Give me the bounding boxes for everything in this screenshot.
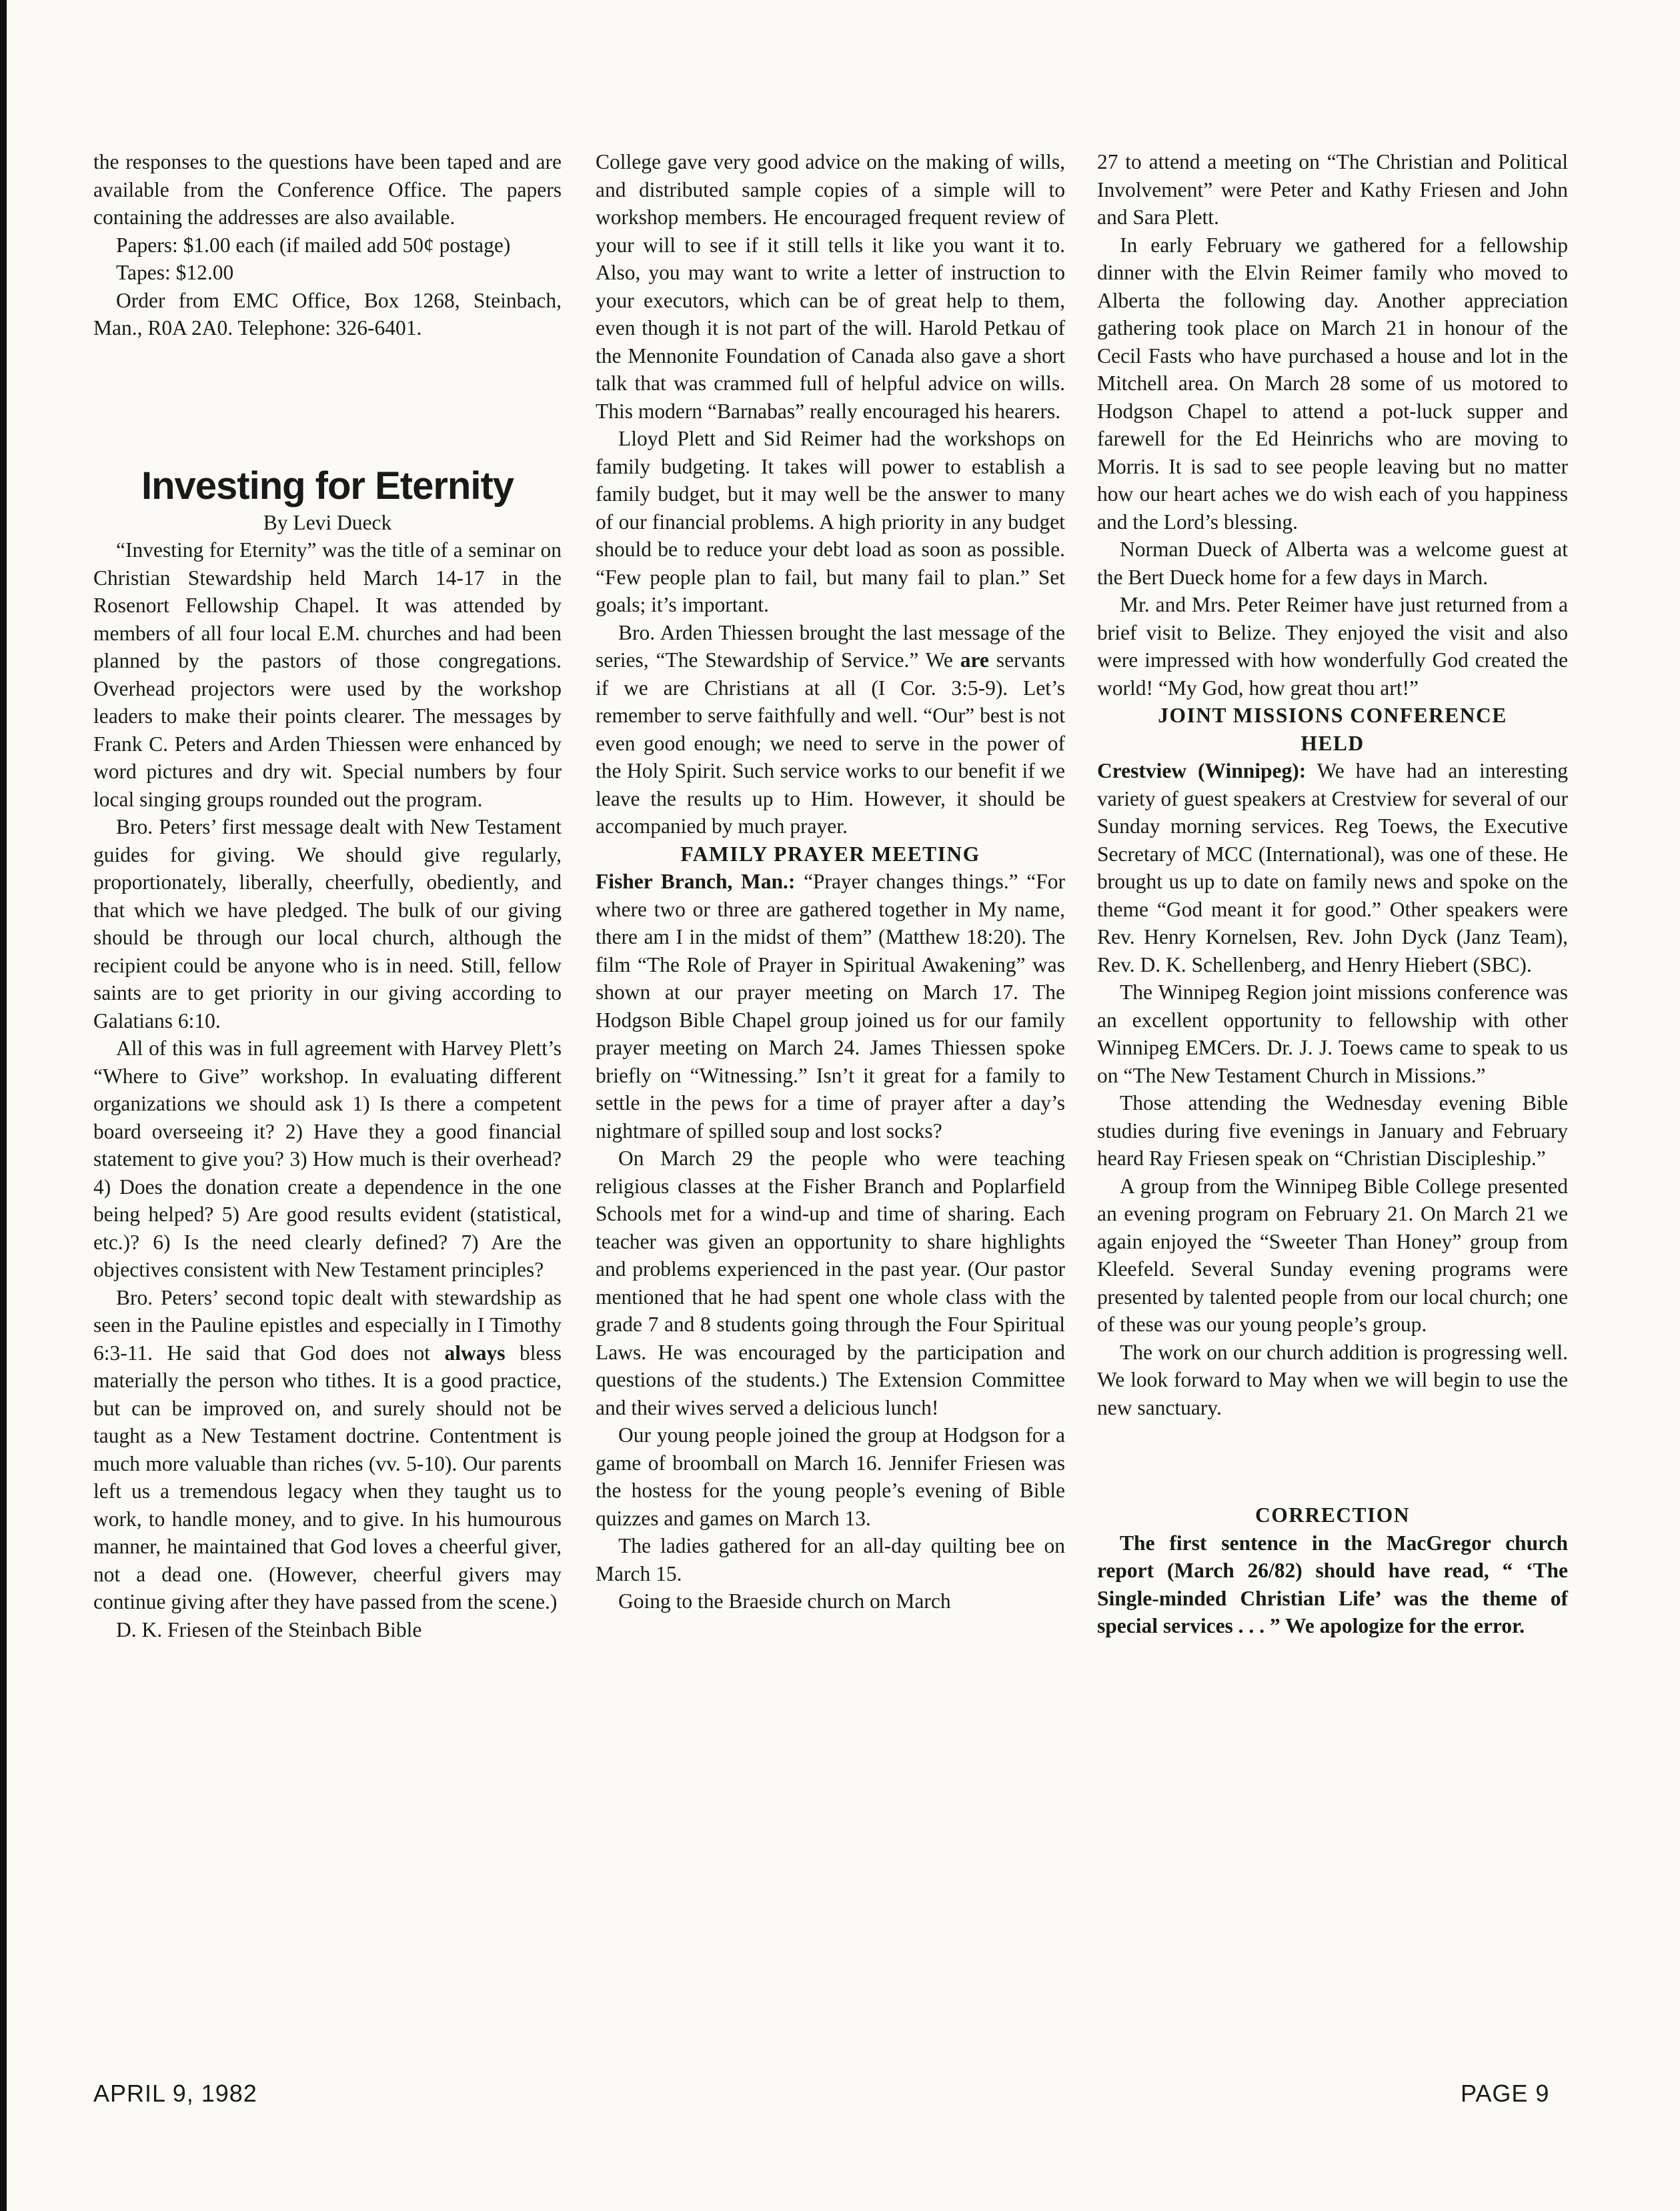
- heading-line: JOINT MISSIONS CONFERENCE: [1158, 704, 1507, 727]
- column-3: [1097, 148, 1568, 1640]
- paragraph: Mr. and Mrs. Peter Reimer have just returned from a brief visit to Belize. They enjoyed the visit and also were impressed with how wonderfully God created the world! “My God, how great thou art!”: [1097, 593, 1568, 700]
- paragraph: The ladies gathered for an all-day quilting bee on March 15.: [596, 1534, 1065, 1585]
- emphasis: always: [444, 1341, 506, 1365]
- text-run: Bro. Peters’ second topic dealt with stewardship as seen in the Pauline epistles and especially in I Timothy 6:3-11. He said that God does not: [93, 1285, 562, 1365]
- paragraph: [596, 868, 1065, 1145]
- text-run: bless materially the person who tithes. It is a good practice, but can be improved on, and surely should not be taught as a New Testament doctrine. Contentment is much more valuable than riches (vv. 5-10). Our parents left us a tremendous legacy when they taught us to work, to handle money, and to give. In his humourous manner, he maintained that God loves a cheerful giver, not a dead one. (However, cheerful givers may continue giving after they have passed from the scene.): [93, 1341, 562, 1613]
- paragraph: “Investing for Eternity” was the title of a seminar on Christian Stewardship held March 14-17 in the Rosenort Fellowship Chapel. It was attended by members of all four local E.M. churches and had been planned by the pastors of those congregations. Overhead projectors were used by the workshop leaders to make their points clearer. The messages by Frank C. Peters and Arden Thiessen were enhanced by word pictures and dry wit. Special numbers by four local singing groups rounded out the program.: [93, 538, 562, 811]
- emphasis: are: [960, 648, 989, 672]
- byline: By Levi Dueck: [263, 510, 392, 534]
- issue-date: APRIL 9, 1982: [93, 2080, 257, 2107]
- paragraph: Our young people joined the group at Hodgson for a game of broomball on March 16. Jennifer Friesen was the hostess for the young people’s evening of Bible quizzes and games on March 13.: [596, 1423, 1065, 1530]
- section-heading: FAMILY PRAYER MEETING: [680, 842, 980, 866]
- paragraph: All of this was in full agreement with Harvey Plett’s “Where to Give” workshop. In evaluating different organizations we should ask 1) Is there a competent board overseeing it? 2) Have they a good financial statement to give you? 3) How much is their overhead? 4) Does the donation create a dependence in the one being helped? 5) Are good results evident (statistical, etc.)? 6) Is the need clearly defined? 7) Are the objectives consistent with New Testament principles?: [93, 1036, 562, 1281]
- heading-line: HELD: [1301, 731, 1365, 755]
- paragraph: [596, 619, 1065, 840]
- paragraph: A group from the Winnipeg Bible College presented an evening program on February 21. On March 21 we again enjoyed the “Sweeter Than Honey” group from Kleefeld. Several Sunday evening programs were presented by talented people from our local church; one of these was our young people’s group.: [1097, 1174, 1568, 1336]
- price-tapes: Tapes: $12.00: [116, 261, 234, 284]
- location-lead: Crestview (Winnipeg):: [1097, 759, 1307, 782]
- paragraph: The Winnipeg Region joint missions conference was an excellent opportunity to fellowship with other Winnipeg EMCers. Dr. J. J. Toews came to speak to us on “The New Testament Church in Missions.”: [1097, 980, 1568, 1087]
- column-1: [93, 148, 562, 1643]
- scan-edge: [0, 0, 7, 2211]
- paragraph: College gave very good advice on the making of wills, and distributed sample copies of a simple will to workshop members. He encouraged frequent review of your will to see if it still tells it like you want it to. Also, you may want to write a letter of instruction to your executors, which can be of great help to them, even though it is not part of the will. Harold Petkau of the Mennonite Foundation of Canada also gave a short talk that was crammed full of helpful advice on wills. This modern “Barnabas” really encouraged his hearers.: [596, 150, 1065, 423]
- paragraph: [1097, 757, 1568, 978]
- paragraph: Bro. Peters’ first message dealt with New Testament guides for giving. We should give regularly, proportionately, liberally, cheerfully, obediently, and that which we have pledged. The bulk of our giving should be through our local church, although the recipient could be anyone who is in need. Still, fellow saints are to get priority in our giving according to Galatians 6:10.: [93, 815, 562, 1032]
- paragraph: Those attending the Wednesday evening Bible studies during five evenings in January and February heard Ray Friesen speak on “Christian Discipleship.”: [1097, 1091, 1568, 1170]
- paragraph: [93, 1284, 562, 1616]
- paragraph: The work on our church addition is progressing well. We look forward to May when we will begin to use the new sanctuary.: [1097, 1340, 1568, 1419]
- price-papers: Papers: $1.00 each (if mailed add 50¢ postage): [116, 233, 511, 257]
- paragraph: On March 29 the people who were teaching religious classes at the Fisher Branch and Poplarfield Schools met for a wind-up and time of sharing. Each teacher was given an opportunity to share highlights and problems experienced in the past year. (Our pastor mentioned that he had spent one whole class with the grade 7 and 8 students going through the Four Spiritual Laws. He was encouraged by the participation and questions of the students.) The Extension Committee and their wives served a delicious lunch!: [596, 1147, 1065, 1419]
- paragraph: the responses to the questions have been taped and are available from the Conference Office. The papers containing the addresses are also available.: [93, 150, 562, 229]
- paragraph: Norman Dueck of Alberta was a welcome guest at the Bert Dueck home for a few days in March.: [1097, 538, 1568, 589]
- text-run: Bro. Arden Thiessen brought the last message of the series, “The Stewardship of Service.” We: [596, 620, 1065, 672]
- text-run: We have had an interesting variety of guest speakers at Crestview for several of our Sunday morning services. Reg Toews, the Executive Secretary of MCC (International), was one of these. He brought us up to date on family news and spoke on the theme “God meant it for good.” Other speakers were Rev. Henry Kornelsen, Rev. John Dyck (Janz Team), Rev. D. K. Schellenberg, and Henry Hiebert (SBC).: [1097, 759, 1568, 976]
- section-heading: [1097, 702, 1568, 757]
- text-run: “Prayer changes things.” “For where two or three are gathered together in My name, there am I in the midst of them” (Matthew 18:20). The film “The Role of Prayer in Spiritual Awakening” was shown at our prayer meeting on March 17. The Hodgson Bible Chapel group joined us for our family prayer meeting on March 24. James Thiessen spoke briefly on “Witnessing.” Isn’t it great for a family to settle in the pews for a time of prayer after a day’s nightmare of spilled soup and lost socks?: [596, 870, 1065, 1143]
- paragraph: D. K. Friesen of the Steinbach Bible: [116, 1617, 422, 1641]
- paragraph: Lloyd Plett and Sid Reimer had the workshops on family budgeting. It takes will power to establish a family budget, but it may well be the answer to many of our financial problems. A high priority in any budget should be to reduce your debt load as soon as possible. “Few people plan to fail, but many fail to plan.” Set goals; it’s important.: [596, 427, 1065, 616]
- correction-heading: CORRECTION: [1254, 1503, 1411, 1527]
- location-lead: Fisher Branch, Man.:: [596, 870, 796, 893]
- paragraph: In early February we gathered for a fellowship dinner with the Elvin Reimer family who moved to Alberta the following day. Another appreciation gathering took place on March 21 in honour of the Cecil Fasts who have purchased a house and lot in the Mitchell area. On March 28 some of us motored to Hodgson Chapel to attend a pot-luck supper and farewell for the Ed Heinrichs who are moving to Morris. It is sad to see people leaving but no matter how our heart aches we do wish each of you happiness and the Lord’s blessing.: [1097, 233, 1568, 534]
- paragraph: Going to the Braeside church on March: [618, 1589, 951, 1613]
- order-info: Order from EMC Office, Box 1268, Steinbach, Man., R0A 2A0. Telephone: 326-6401.: [93, 288, 562, 339]
- article-title: Investing for Eternity: [141, 464, 514, 508]
- column-2: [596, 148, 1065, 1615]
- paragraph: 27 to attend a meeting on “The Christian and Political Involvement” were Peter and Kathy Friesen and John and Sara Plett.: [1097, 150, 1568, 229]
- page-number: PAGE 9: [1461, 2080, 1550, 2107]
- correction-note: The first sentence in the MacGregor church report (March 26/82) should have read, “ ‘The Single-minded Christian Life’ was the theme of special services . . . ” We apologize for the error.: [1097, 1531, 1568, 1637]
- text-run: servants if we are Christians at all (I Cor. 3:5-9). Let’s remember to serve faithfully and well. “Our” best is not even good enough; we need to serve in the power of the Holy Spirit. Such service works to our benefit if we leave the results up to Him. However, it should be accompanied by much prayer.: [596, 648, 1066, 838]
